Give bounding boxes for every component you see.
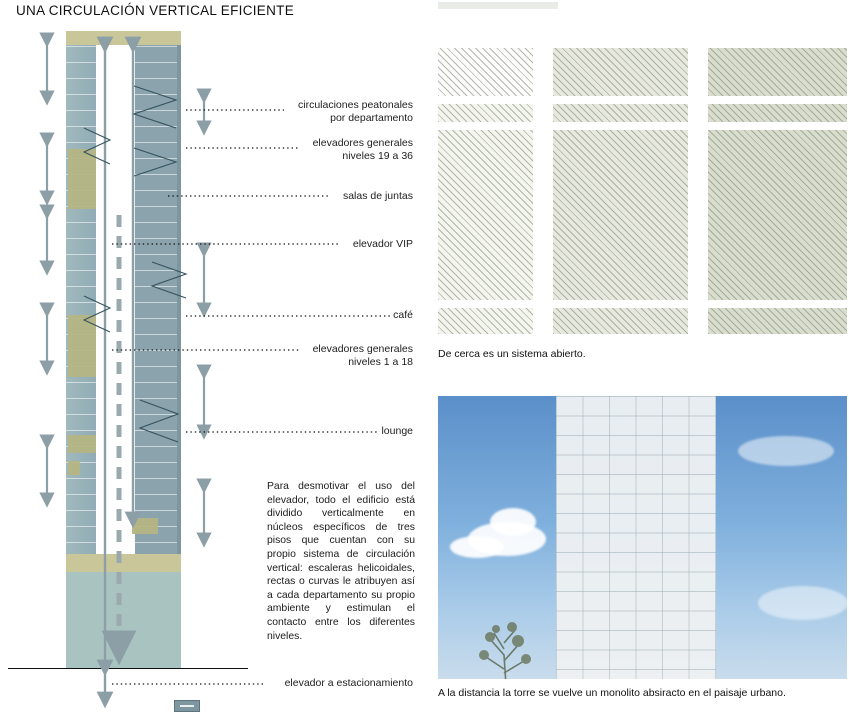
cloud (758, 586, 847, 620)
grid-cell (438, 48, 533, 96)
cloud (490, 508, 536, 536)
ground-line (8, 668, 248, 669)
label-elevadores-generales-19-36: elevadores generales niveles 19 a 36 (312, 137, 413, 162)
parking-elevator-cab (174, 700, 200, 712)
label-elevador-estacionamiento: elevador a estacionamiento (284, 677, 413, 689)
label-elevadores-generales-1-18: elevadores generales niveles 1 a 18 (312, 343, 413, 368)
label-elevador-vip: elevador VIP (352, 238, 413, 250)
photo-caption: A la distancia la torre se vuelve un monolito absiracto en el paisaje urbano. (438, 687, 786, 699)
grid-cell (553, 104, 688, 122)
grid-caption: De cerca es un sistema abierto. (438, 348, 586, 360)
label-salas-de-juntas: salas de juntas (342, 190, 413, 202)
grid-cell (553, 130, 688, 300)
cloud (738, 436, 834, 466)
grid-cell (553, 308, 688, 334)
grid-cell (708, 104, 847, 122)
grid-cell (438, 130, 533, 300)
tree-silhouette (446, 599, 566, 679)
tower-photo (556, 396, 716, 679)
grid-cell (708, 130, 847, 300)
top-right-marker (438, 2, 558, 9)
stair-core-patch (68, 149, 96, 209)
grid-cell (438, 104, 533, 122)
facade-photo-grid (438, 48, 847, 334)
label-lounge: lounge (381, 425, 413, 437)
grid-cell (438, 308, 533, 334)
stair-core-patch (68, 461, 80, 475)
urban-landscape-photo (438, 396, 847, 679)
stair-core-patch (132, 518, 158, 534)
label-cafe: café (393, 309, 413, 321)
tower-section-diagram (66, 31, 181, 668)
stair-core-patch (68, 435, 96, 453)
grid-cell (553, 48, 688, 96)
stair-core-patch (68, 315, 96, 377)
diagram-description: Para desmotivar el uso del elevador, todo el edificio está dividido verticalmente en núcleos específicos de tres pisos que cuentan con su propio sistema de circulación vertical: escaleras helicoidales, rectas o curvas le atribuyen así a cada departamento su propio ambiente y estimulan el contacto entre los diferentes niveles. (267, 481, 415, 642)
page-title: UNA CIRCULACIÓN VERTICAL EFICIENTE (16, 3, 294, 18)
grid-cell (708, 308, 847, 334)
tower-podium-glass (66, 572, 181, 668)
tower-roof-cap (66, 31, 181, 45)
label-circulaciones-peatonales: circulaciones peatonales por departamento (298, 99, 413, 124)
tower-mid-band (66, 554, 181, 572)
grid-cell (708, 48, 847, 96)
cloud (450, 536, 504, 558)
